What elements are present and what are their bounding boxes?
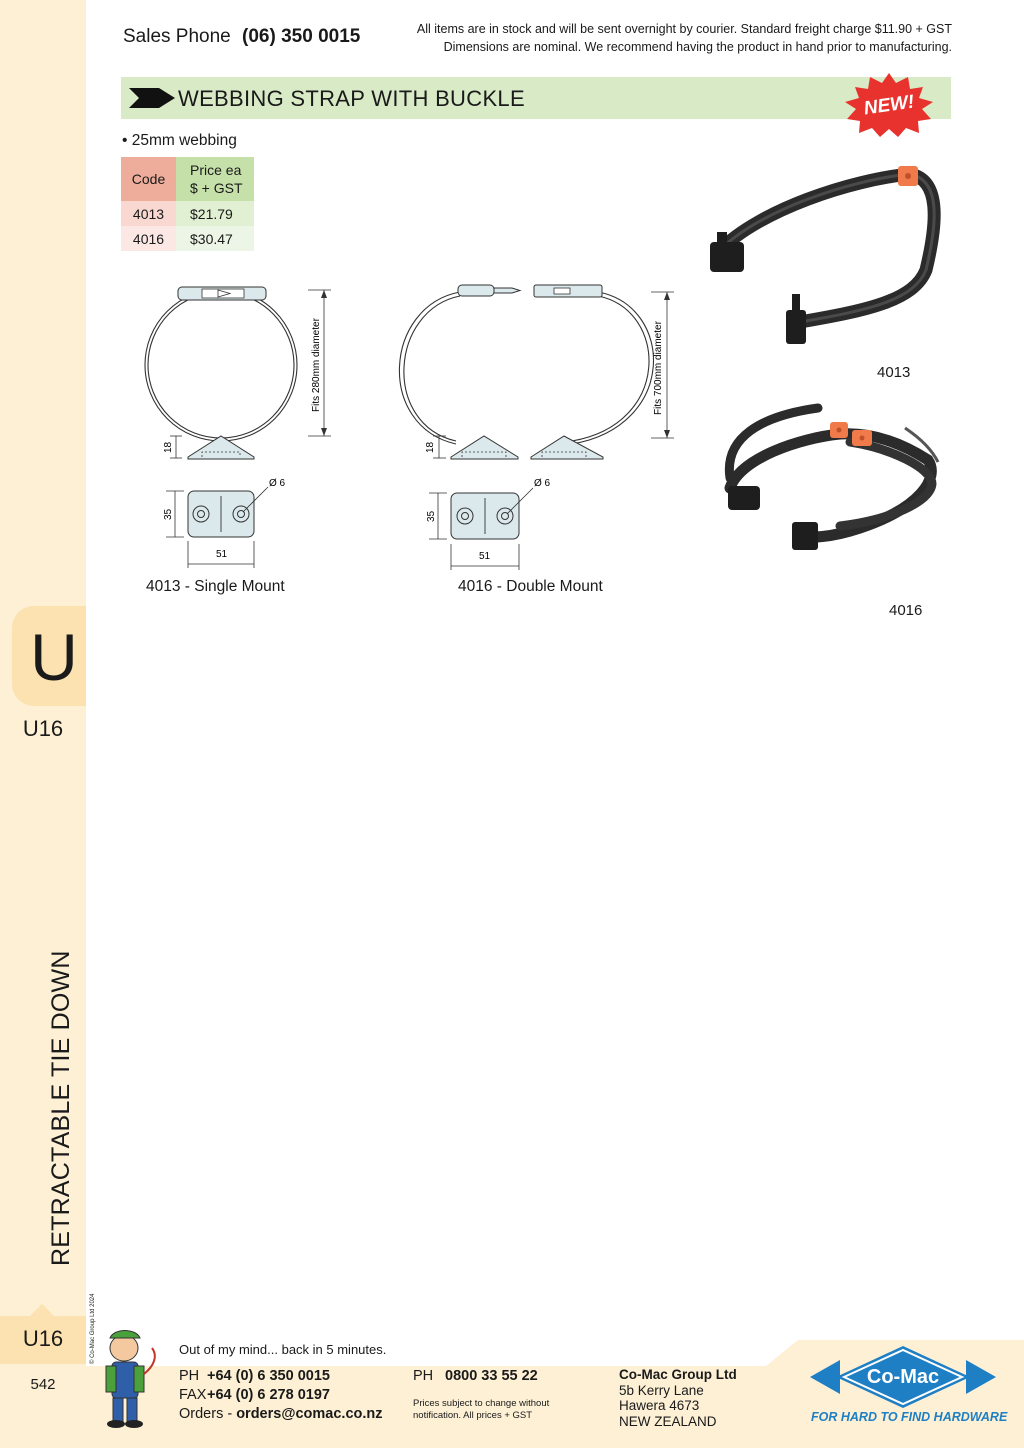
price-table [121,157,254,251]
fax-number[interactable]: +64 (0) 6 278 0197 [207,1387,330,1403]
col-price-header [176,157,254,201]
section-code: U16 [22,716,64,741]
plate-width: 51 [479,551,491,562]
logo-tagline: FOR HARD TO FIND HARDWARE [811,1410,1008,1424]
col-price-header-line2: $ + GST [190,180,243,196]
orders-line [179,1406,383,1422]
height-dim: 18 [163,441,174,453]
strap-4016-photo [700,398,950,558]
photo-code-4016: 4016 [889,602,923,619]
disclaimer-line1: Prices subject to change without [413,1398,550,1409]
disclaimer-line2: notification. All prices + GST [413,1410,533,1421]
sales-label: Sales Phone [123,26,231,47]
category-title: RETRACTABLE TIE DOWN [47,950,75,1266]
company-address [619,1367,737,1429]
single-mount-drawing [130,276,350,576]
col-code-header: Code [121,157,176,201]
photo-code-4013: 4013 [877,364,911,381]
double-mount-drawing [396,276,686,576]
new-badge-text: NEW! [862,91,916,120]
mascot-illustration [92,1326,162,1430]
section-tab[interactable] [12,606,86,706]
height-dim: 18 [425,441,436,453]
hole-label: Ø 6 [534,478,551,489]
stock-note [417,20,952,56]
arrow-icon [129,88,175,108]
diameter-label: Fits 700mm diameter [653,321,664,415]
new-badge [841,71,937,137]
bottom-section-code: U16 [22,1326,64,1351]
plate-width: 51 [216,549,228,560]
col-price-header-line1: Price ea [190,162,242,178]
row-code: 4013 [121,201,176,226]
address-line: NEW ZEALAND [619,1413,717,1429]
fax-label: FAX [179,1387,207,1403]
footer-tagline: Out of my mind... back in 5 minutes. [179,1342,387,1357]
single-mount-caption: 4013 - Single Mount [146,578,285,595]
page-number: 542 [30,1376,56,1393]
table-row [121,226,254,251]
row-code: 4016 [121,226,176,251]
price-disclaimer [413,1398,573,1422]
orders-email[interactable]: orders@comac.co.nz [236,1406,383,1422]
plate-height: 35 [426,510,437,522]
section-letter: U [30,620,78,694]
table-row [121,201,254,226]
double-mount-caption: 4016 - Double Mount [458,578,603,595]
phone-label: PH [179,1368,200,1384]
stock-note-line1: All items are in stock and will be sent overnight by courier. Standard freight charge $11.90 + GST [416,22,952,36]
feature-bullet: • 25mm webbing [122,132,237,149]
phone-number[interactable]: +64 (0) 6 350 0015 [207,1368,330,1384]
sales-phone [123,26,360,48]
bottom-tab-notch [30,1304,54,1316]
freephone-label: PH [413,1368,434,1384]
company-name: Co-Mac Group Ltd [619,1367,737,1382]
stock-note-line2: Dimensions are nominal. We recommend having the product in hand prior to manufacturing. [443,40,952,54]
plate-height: 35 [163,508,174,520]
section-header [121,77,951,119]
freephone-number[interactable]: 0800 33 55 22 [445,1368,538,1384]
row-price: $21.79 [176,201,254,226]
strap-4013-photo [700,160,950,360]
orders-label: Orders - [179,1406,233,1422]
copyright: © Co-Mac Group Ltd 2024 [90,1293,96,1364]
diameter-label: Fits 280mm diameter [311,318,322,412]
section-title: WEBBING STRAP WITH BUCKLE [178,86,525,111]
comac-logo[interactable] [810,1346,996,1408]
logo-text: Co-Mac [866,1366,940,1388]
address-line: Hawera 4673 [619,1398,700,1413]
hole-label: Ø 6 [269,478,286,489]
address-line: 5b Kerry Lane [619,1382,704,1398]
row-price: $30.47 [176,226,254,251]
sales-number[interactable]: (06) 350 0015 [242,26,361,47]
